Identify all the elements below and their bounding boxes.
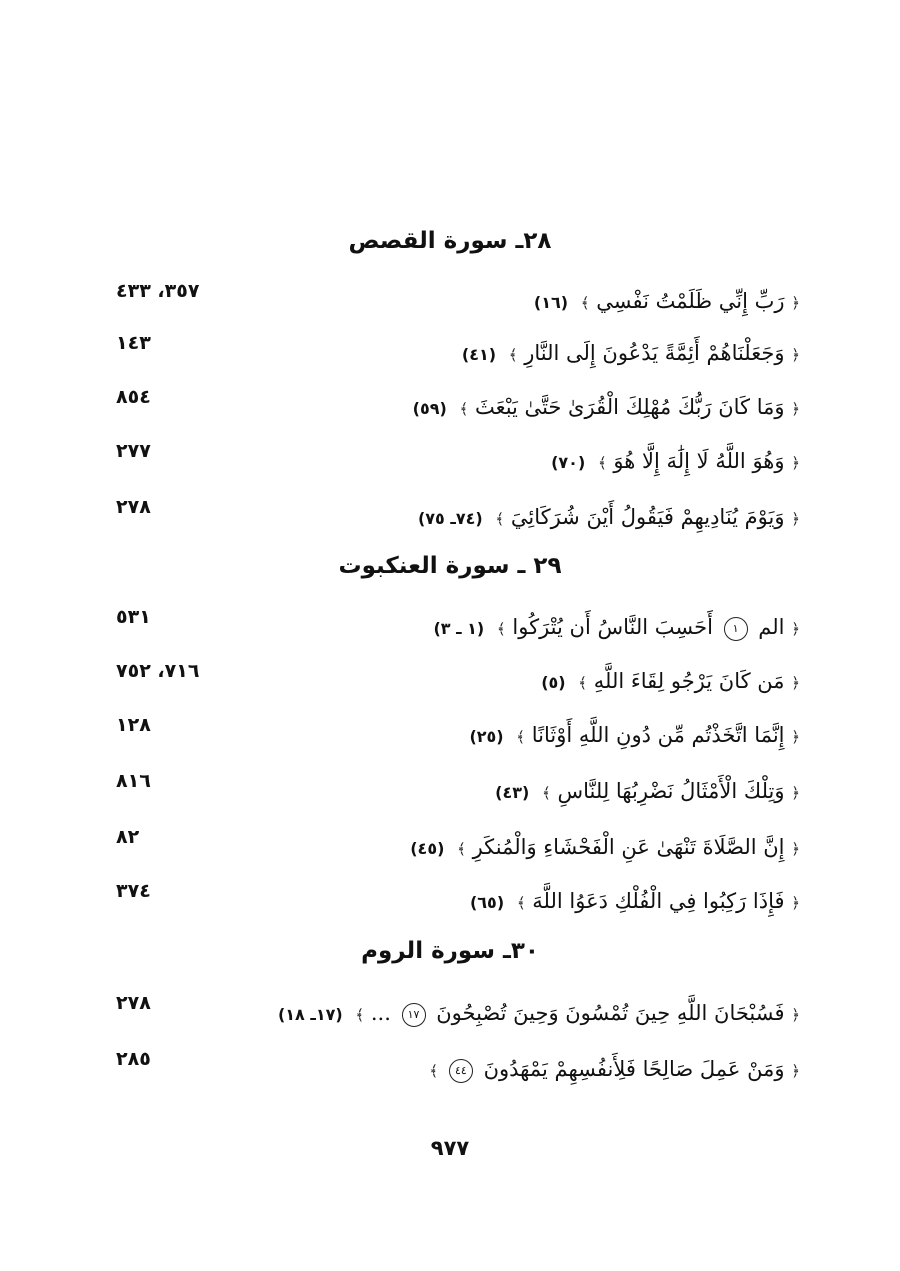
aya-number-marker: ٤٤ (449, 1059, 473, 1083)
verse-entry (100, 332, 800, 374)
page-references: ٨٥٤ (116, 386, 151, 408)
ornament-close: ﴾ (516, 894, 526, 912)
verse-reference: (٥٩) (412, 399, 447, 418)
verse-text: إِنَّ الصَّلَاةَ تَنْهَىٰ عَنِ الْفَحْشَاءِ وَالْمُنكَرِ (472, 835, 785, 859)
verse-text: وَتِلْكَ الْأَمْثَالُ نَضْرِبُهَا لِلنَّاسِ (557, 779, 785, 803)
verse-reference: (٧٤ـ ٧٥) (417, 509, 483, 528)
ornament-open: ﴿ (791, 840, 800, 858)
verse-reference: (٧٠) (551, 453, 586, 472)
verse-text-line (462, 338, 800, 370)
verse-reference: (٤١) (461, 345, 497, 364)
verse-entry (100, 714, 800, 756)
verse-entry (100, 386, 800, 428)
verse-entry (100, 280, 800, 322)
ornament-open: ﴿ (791, 346, 800, 364)
ornament-open: ﴿ (791, 894, 800, 912)
ornament-open: ﴿ (791, 510, 800, 528)
verse-text-line (534, 286, 800, 318)
page-references: ٥٣١ (116, 606, 151, 628)
page-references: ١٢٨ (116, 714, 151, 736)
ornament-open: ﴿ (791, 620, 800, 638)
verse-text-line (551, 446, 800, 478)
ornament-close: ﴾ (355, 1006, 365, 1024)
ornament-open: ﴿ (791, 400, 800, 418)
aya-number-marker: ١ (724, 617, 748, 641)
verse-entry (100, 440, 800, 482)
ornament-open: ﴿ (791, 728, 800, 746)
ornament-open: ﴿ (791, 1006, 800, 1024)
verse-text-line (469, 720, 800, 752)
section-heading-qasas: ٢٨ـ سورة القصص (348, 228, 552, 254)
ornament-close: ﴾ (578, 674, 588, 692)
verse-entry (100, 1048, 800, 1090)
page-references: ٣٧٤ (116, 880, 151, 902)
verse-text: فَسُبْحَانَ اللَّهِ حِينَ تُمْسُونَ وَحِينَ تُصْبِحُونَ (436, 1001, 785, 1025)
aya-number-marker: ١٧ (402, 1003, 426, 1027)
page-references: ٨٢ (116, 826, 140, 848)
ornament-open: ﴿ (791, 294, 800, 312)
verse-entry (100, 826, 800, 868)
verse-text: وَمَنْ عَمِلَ صَالِحًا فَلِأَنفُسِهِمْ يَمْهَدُونَ (483, 1057, 785, 1081)
verse-text-line (418, 502, 800, 534)
verse-text-line (433, 612, 800, 644)
verse-entry (100, 496, 800, 538)
verse-reference: (٢٥) (469, 727, 504, 746)
ornament-open: ﴿ (791, 784, 800, 802)
verse-ellipsis: ... (370, 1001, 391, 1025)
verse-text: وَمَا كَانَ رَبُّكَ مُهْلِكَ الْقُرَىٰ حَتَّىٰ يَبْعَثَ (474, 395, 785, 419)
verse-reference: (٤٥) (410, 839, 445, 858)
verse-entry (100, 880, 800, 922)
verse-entry (100, 992, 800, 1034)
verse-text: الم (758, 615, 785, 639)
page-references: ٣٥٧، ٤٣٣ (116, 280, 200, 302)
ornament-close: ﴾ (459, 400, 469, 418)
verse-reference: (٥) (541, 673, 566, 692)
page-references: ٢٧٧ (116, 440, 151, 462)
verse-text: وَهُوَ اللَّهُ لَا إِلَٰهَ إِلَّا هُوَ (613, 449, 785, 473)
verse-text-line (410, 832, 800, 864)
verse-text: فَإِذَا رَكِبُوا فِي الْفُلْكِ دَعَوُا اللَّهَ (532, 889, 785, 913)
ornament-close: ﴾ (597, 454, 607, 472)
page-number: ٩٧٧ (430, 1136, 470, 1160)
page-references: ١٤٣ (116, 332, 151, 354)
ornament-open: ﴿ (791, 1062, 800, 1080)
verse-reference: (١ ـ ٣) (433, 619, 485, 638)
verse-reference: (٤٣) (495, 783, 530, 802)
page-references: ٢٨٥ (116, 1048, 151, 1070)
ornament-close: ﴾ (495, 510, 505, 528)
section-heading-rum: ٣٠ـ سورة الروم (361, 938, 539, 964)
verse-text-line (413, 392, 800, 424)
verse-text-line (541, 666, 800, 698)
verse-text-line (495, 776, 800, 808)
ornament-close: ﴾ (496, 620, 506, 638)
ornament-close: ﴾ (516, 728, 526, 746)
verse-reference: (١٦) (533, 293, 569, 312)
verse-text-line (278, 998, 800, 1030)
verse-text-line (470, 886, 800, 918)
page-references: ٢٧٨ (116, 496, 151, 518)
page-references: ٢٧٨ (116, 992, 151, 1014)
verse-reference: (٦٥) (469, 893, 505, 912)
verse-entry (100, 660, 800, 702)
ornament-close: ﴾ (457, 840, 466, 858)
section-heading-ankabut: ٢٩ ـ سورة العنكبوت (338, 553, 562, 579)
verse-text: رَبِّ إِنِّي ظَلَمْتُ نَفْسِي (596, 289, 785, 313)
verse-entry (100, 606, 800, 648)
verse-text: وَجَعَلْنَاهُمْ أَئِمَّةً يَدْعُونَ إِلَى النَّارِ (524, 341, 785, 365)
ornament-close: ﴾ (508, 346, 518, 364)
verse-text-continued: أَحَسِبَ النَّاسُ أَن يُتْرَكُوا (512, 615, 713, 639)
ornament-close: ﴾ (542, 784, 551, 802)
verse-text-line (429, 1054, 800, 1086)
page-references: ٧١٦، ٧٥٢ (116, 660, 200, 682)
verse-entry (100, 770, 800, 812)
verse-reference: (١٧ـ ١٨) (277, 1005, 343, 1024)
verse-text: مَن كَانَ يَرْجُو لِقَاءَ اللَّهِ (593, 669, 785, 693)
verse-text: وَيَوْمَ يُنَادِيهِمْ فَيَقُولُ أَيْنَ شُرَكَائِيَ (510, 505, 785, 529)
ornament-open: ﴿ (791, 674, 800, 692)
ornament-close: ﴾ (429, 1062, 439, 1080)
page-references: ٨١٦ (116, 770, 151, 792)
ornament-close: ﴾ (580, 294, 590, 312)
ornament-open: ﴿ (791, 454, 800, 472)
verse-text: إِنَّمَا اتَّخَذْتُم مِّن دُونِ اللَّهِ أَوْثَانًا (531, 723, 785, 747)
